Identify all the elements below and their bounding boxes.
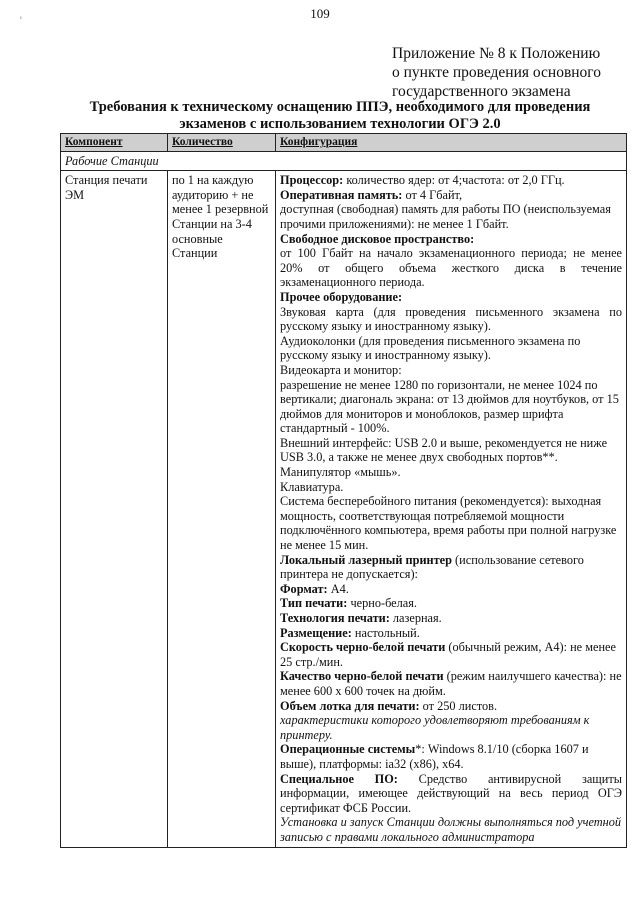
spec-text: Средство антивирусной защиты информации, имеющее действующий на весь период ОГЭ сертификат ФСБ России. <box>280 771 622 815</box>
appendix-line: Приложение № 8 к Положению <box>392 45 601 62</box>
software-spec <box>280 772 622 816</box>
component-cell: Станция печати ЭМ <box>61 171 168 847</box>
appendix-line: государственного экзамена <box>392 83 571 100</box>
spec-text: (использование сетевого принтера не допускается): <box>280 552 584 582</box>
spec-text: лазерная. <box>389 611 442 625</box>
processor-spec <box>280 173 622 188</box>
title-line: Требования к техническому оснащению ППЭ, необходимого для проведения <box>89 99 591 115</box>
os-spec <box>280 742 622 771</box>
spec-label: Тип печати: <box>280 596 348 611</box>
usb-spec: Внешний интерфейс: USB 2.0 и выше, рекомендуется не ниже USB 3.0, а также не менее двух свободных портов**. <box>280 435 608 465</box>
ram-free-spec: доступная (свободная) память для работы ПО (неиспользуемая прочими приложениями): не менее 1 Гбайт. <box>280 202 611 231</box>
spec-text: количество ядер: от 4;частота: от 2,0 ГГц. <box>343 173 565 188</box>
document-title <box>60 99 620 133</box>
spec-text: от 4 Гбайт, <box>402 187 463 202</box>
tray-spec <box>280 699 622 714</box>
resolution-spec: разрешение не менее 1280 по горизонтали, не менее 1024 по вертикали; диагональ экрана: от 13 дюймов для ноутбуков, от 15 дюймов для мониторов и моноблоков, размер шрифта стандартный - 100%. <box>280 377 619 436</box>
quality-spec <box>280 669 622 698</box>
quantity-cell: по 1 на каждую аудиторию + не менее 1 резервной Станции на 3-4 основные Станции <box>168 171 276 847</box>
print-type-spec <box>280 596 622 611</box>
keyboard-spec: Клавиатура. <box>280 479 344 494</box>
spec-label: Оперативная память: <box>280 187 403 202</box>
requirements-table <box>60 133 627 848</box>
ups-spec: Система бесперебойного питания (рекомендуется): выходная мощность, соответствующая потребляемой мощности подключённого компьютера, время работы при полной нагрузке не менее 15 мин. <box>280 494 617 553</box>
print-tech-spec <box>280 611 622 626</box>
spec-label: Формат: <box>280 581 328 596</box>
header-component: Компонент <box>61 134 168 152</box>
format-spec <box>280 582 622 597</box>
printer-note: характеристики которого удовлетворяют требованиям к принтеру. <box>280 713 590 742</box>
spec-label: Технология печати: <box>280 611 390 625</box>
install-note: Установка и запуск Станции должны выполняться под учетной записью с правами локального администратора <box>280 815 622 844</box>
other-equipment-label: Прочее оборудование: <box>280 289 403 304</box>
appendix-heading <box>392 44 632 101</box>
page-number: 109 <box>310 6 330 21</box>
placement-spec <box>280 626 622 641</box>
spec-label: Скорость черно-белой печати <box>280 640 446 655</box>
configuration-cell <box>276 171 627 847</box>
spec-label: Размещение: <box>280 625 352 640</box>
spec-text: настольный. <box>351 625 420 640</box>
spec-text: черно-белая. <box>347 596 417 611</box>
spec-text: от 250 листов. <box>419 698 498 713</box>
video-spec: Видеокарта и монитор: <box>280 362 402 377</box>
speed-spec <box>280 640 622 669</box>
section-title: Рабочие Станции <box>61 151 627 171</box>
section-row <box>61 151 627 171</box>
header-configuration: Конфигурация <box>276 134 627 152</box>
spec-label: Качество черно-белой печати <box>280 669 444 684</box>
ram-spec <box>280 188 622 203</box>
margin-mark: ᶜ <box>20 14 23 23</box>
printer-spec <box>280 553 622 582</box>
spec-label: Объем лотка для печати: <box>280 698 420 713</box>
disk-label: Свободное дисковое пространство: <box>280 231 475 246</box>
disk-spec: от 100 Гбайт на начало экзаменационного периода; не менее 20% от общего объема жесткого диска в течение экзаменационного периода. <box>280 246 622 290</box>
appendix-line: о пункте проведения основного <box>392 64 602 81</box>
table-row <box>61 171 627 847</box>
spec-label: Процессор: <box>280 173 344 188</box>
spec-text: А4. <box>327 581 349 596</box>
title-line: экзаменов с использованием технологии ОГЭ 2.0 <box>179 116 501 132</box>
spec-label: Специальное ПО: <box>280 771 398 786</box>
spec-text: (режим наилучшего качества): не менее 600 x 600 точек на дюйм. <box>280 669 622 698</box>
spec-text: (обычный режим, А4): не менее 25 стр./мин. <box>280 640 616 669</box>
spec-label: Локальный лазерный принтер <box>280 552 452 567</box>
mouse-spec: Манипулятор «мышь». <box>280 465 401 480</box>
spec-text: *: Windows 8.1/10 (сборка 1607 и выше), платформы: ia32 (x86), x64. <box>280 742 589 771</box>
speakers-spec: Аудиоколонки (для проведения письменного экзамена по русскому языку и иностранному языку). <box>280 333 581 363</box>
table-header-row <box>61 134 627 152</box>
header-quantity: Количество <box>168 134 276 152</box>
sound-card-spec: Звуковая карта (для проведения письменного экзамена по русскому языку и иностранному языку). <box>280 304 622 334</box>
spec-label: Операционные системы <box>280 742 416 757</box>
